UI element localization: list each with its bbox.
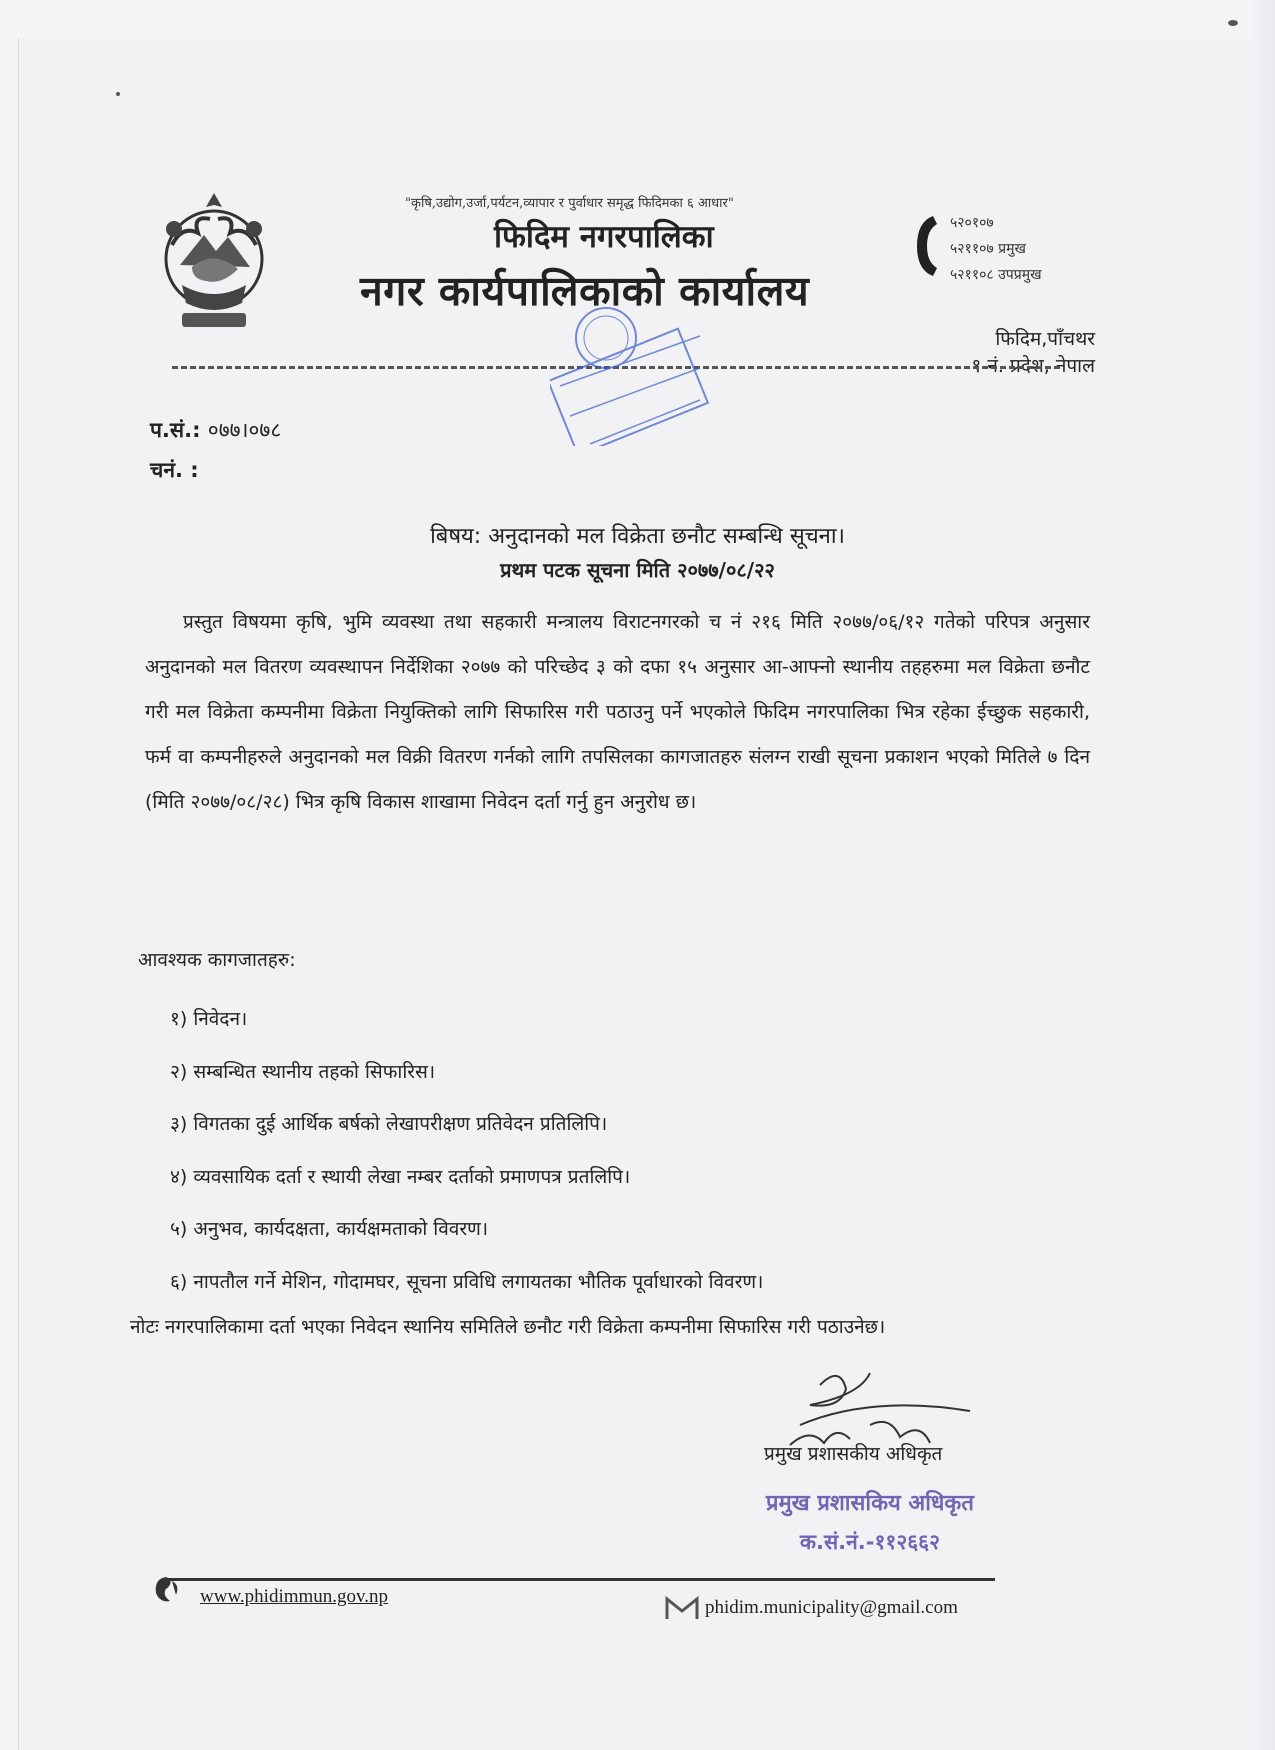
body-paragraph: प्रस्तुत विषयमा कृषि, भुमि व्यवस्था तथा सहकारी मन्त्रालय विराटनगरको च नं २१६ मिति २०७७/०६/१२ गतेको परिपत्र अनुसार अनुदानको मल वितरण व्यवस्थापन निर्देशिका २०७७ को परिच्छेद ३ को दफा १५ अनुसार आ-आफ्नो स्थानीय तहहरुमा मल विक्रेता छनौट गरी मल विक्रेता कम्पनीमा विक्रेता नियुक्तिको लागि सिफारिस गरी पठाउनु पर्ने भएकोले फिदिम नगरपालिका भित्र रहेका ईच्छुक सहकारी, फर्म वा कम्पनीहरुले अनुदानको मल विक्री वितरण गर्नको लागि तपसिलका कागजातहरु संलग्न राखी सूचना प्रकाशन भएको मितिले ७ दिन (मिति २०७७/०८/२८) भित्र कृषि विकास शाखामा निवेदन दर्ता गर्नु हुन अनुरोध छ। (145, 611, 1090, 813)
ps-value: ०७७।०७८ (207, 418, 282, 442)
ps-label: प.सं.: (150, 418, 201, 442)
email-link[interactable]: phidim.municipality@gmail.com (705, 1597, 958, 1618)
website-link[interactable]: www.phidimmun.gov.np (200, 1586, 389, 1607)
municipality-name: फिदिम नगरपालिका (494, 219, 714, 255)
seal-number: क.सं.नं.-११२६६२ (799, 1530, 941, 1554)
phone-number: ५२११०८ उपप्रमुख (950, 267, 1042, 283)
documents-list (170, 993, 763, 1308)
scan-speck (1228, 20, 1238, 26)
list-item: ३) विगतका दुई आर्थिक बर्षको लेखापरीक्षण प्रतिवेदन प्रतिलिपि। (170, 1113, 608, 1135)
footer-divider (165, 1578, 995, 1581)
slogan: "कृषि,उद्योग,उर्जा,पर्यटन,व्यापार र पुर्वाधार समृद्ध फिदिमका ६ आधार" (405, 196, 734, 211)
note: नोटः नगरपालिकामा दर्ता भएका निवेदन स्थानिय समितिले छनौट गरी विक्रेता कम्पनीमा सिफारिस गरी पठाउनेछ। (130, 1316, 886, 1338)
phone-numbers (950, 210, 1042, 288)
list-item: ६) नापतौल गर्ने मेशिन, गोदामघर, सूचना प्रविधि लगायतका भौतिक पूर्वाधारको विवरण। (170, 1270, 764, 1293)
signatory-title: प्रमुख प्रशासकीय अधिकृत (764, 1443, 943, 1465)
page-edge-shadow (1249, 0, 1275, 1750)
address-line: १ नं. प्रदेश, नेपाल (971, 355, 1095, 377)
officer-seal (766, 1485, 974, 1561)
email-icon (664, 1595, 700, 1621)
address-line: फिदिम,पाँचथर (995, 328, 1095, 350)
reference-block (150, 410, 281, 490)
phone-icon (913, 212, 941, 280)
phone-number: ५२०१०७ (950, 215, 994, 231)
chalani-number: चनं. : (150, 458, 199, 482)
office-stamp-icon (550, 296, 710, 446)
list-item: ४) व्यवसायिक दर्ता र स्थायी लेखा नम्बर दर्ताको प्रमाणपत्र प्रतलिपि। (170, 1165, 631, 1188)
nepal-emblem-icon (152, 185, 276, 335)
phone-number: ५२११०७ प्रमुख (950, 241, 1026, 257)
office-name: नगर कार्यपालिकाको कार्यालय (360, 267, 810, 315)
documents-title: आवश्यक कागजातहरु: (138, 949, 296, 971)
reference-number (150, 410, 281, 450)
seal-title: प्रमुख प्रशासकिय अधिकृत (766, 1491, 974, 1516)
list-item: २) सम्बन्धित स्थानीय तहको सिफारिस। (170, 1060, 436, 1083)
scan-speck (116, 92, 120, 96)
address (971, 326, 1095, 380)
globe-icon (152, 1575, 180, 1605)
notice-date-line: प्रथम पटक सूचना मिति २०७७/०८/२२ (500, 558, 775, 582)
subject-line: बिषय: अनुदानको मल विक्रेता छनौट सम्बन्धि सूचना। (430, 524, 845, 549)
list-item: ५) अनुभव, कार्यदक्षता, कार्यक्षमताको विवरण। (170, 1218, 489, 1240)
list-item: १) निवेदन। (170, 1008, 248, 1030)
